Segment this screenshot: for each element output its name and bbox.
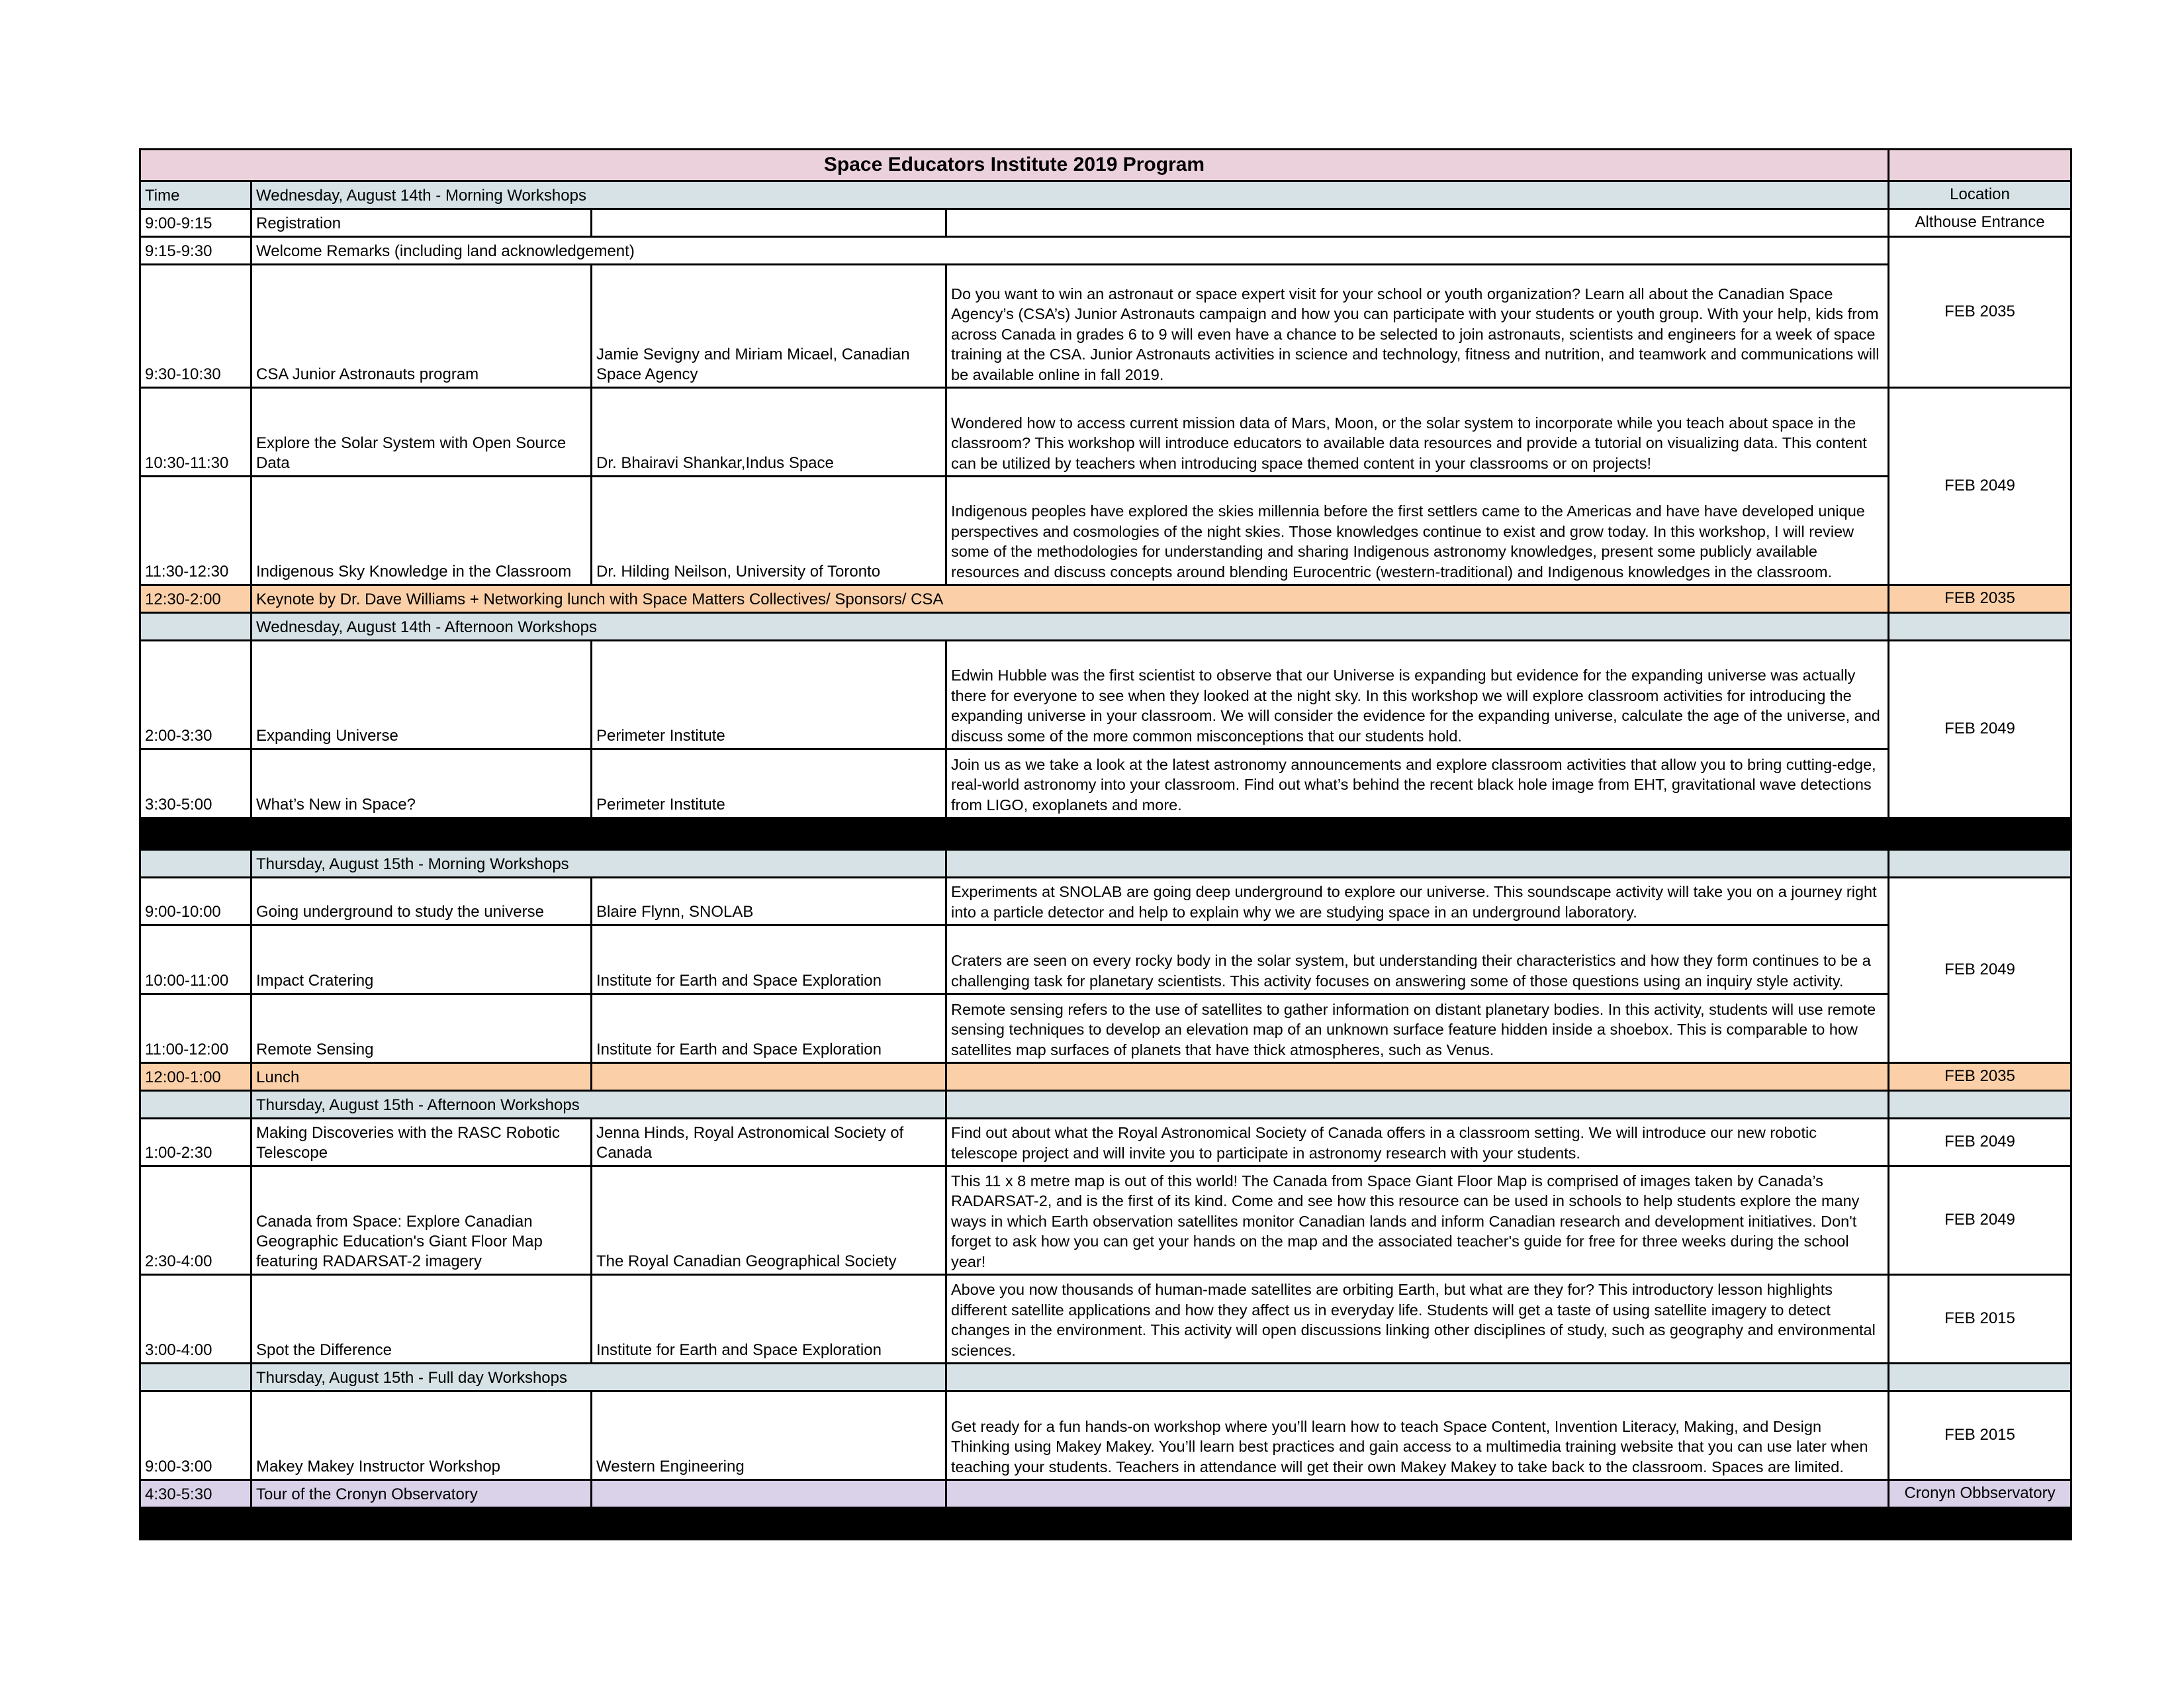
time-cell: 9:00-10:00 [140, 878, 251, 925]
day-separator [140, 818, 2071, 850]
session-title: CSA Junior Astronauts program [251, 265, 592, 388]
schedule-row [140, 925, 2071, 994]
time-column-header: Time [140, 181, 251, 209]
description-cell: Wondered how to access current mission data of Mars, Moon, or the solar system to incorporate while you teach about space in the classroom? This workshop will introduce educators to available data resources and provide a tutorial on visualizing data. This content can be utilized by teachers when introducing space themed content in your classrooms or on projects! [946, 388, 1889, 477]
time-cell [140, 613, 251, 641]
description-cell: Get ready for a fun hands-on workshop where you’ll learn how to teach Space Content, Invention Literacy, Making, and Design Thinking using Makey Makey. You’ll learn best practices and gain access to a multimedia training website that you can use later when teaching your students. Teachers in attendance will get their own Makey Makey to take back to the classroom. Spaces are limited. [946, 1391, 1889, 1480]
location-cell [1889, 613, 2071, 641]
location-cell: FEB 2049 [1889, 1119, 2071, 1166]
location-cell: FEB 2015 [1889, 1391, 2071, 1480]
schedule-row [140, 1063, 2071, 1091]
presenter-cell [592, 209, 946, 237]
time-cell: 11:00-12:00 [140, 994, 251, 1063]
session-title: Expanding Universe [251, 641, 592, 749]
time-cell: 3:30-5:00 [140, 749, 251, 818]
presenter-cell [592, 1063, 946, 1091]
description-cell: Do you want to win an astronaut or space expert visit for your school or youth organization? Learn all about the Canadian Space Agency’s (CSA’s) Junior Astronauts campaign and how you can participate with your students or youth group. With your help, kids from across Canada in grades 6 to 9 will even have a chance to be selected to join astronauts, scientists and engineers for a week of space training at the CSA. Junior Astronauts activities in science and technology, fitness and nutrition, and teamwork and communications will be available online in fall 2019. [946, 265, 1889, 388]
time-cell: 3:00-4:00 [140, 1275, 251, 1364]
session-title: Going underground to study the universe [251, 878, 592, 925]
location-column-header: Location [1889, 181, 2071, 209]
section-header-row [140, 850, 2071, 878]
section-title: Wednesday, August 14th - Afternoon Workshops [251, 613, 1889, 641]
location-cell [1889, 850, 2071, 878]
session-title: Lunch [251, 1063, 592, 1091]
schedule-row [140, 1119, 2071, 1166]
time-cell [140, 850, 251, 878]
session-title: Making Discoveries with the RASC Robotic Telescope [251, 1119, 592, 1166]
description-cell: Join us as we take a look at the latest astronomy announcements and explore classroom activities that allow you to bring cutting-edge, real-world astronomy into your classroom. Find out what’s behind the recent black hole image from EHT, gravitational wave detections from LIGO, exoplanets and more. [946, 749, 1889, 818]
schedule-row [140, 878, 2071, 925]
session-title: Registration [251, 209, 592, 237]
time-cell: 2:30-4:00 [140, 1166, 251, 1275]
description-cell [946, 850, 1889, 878]
schedule-row [140, 237, 2071, 265]
session-title: Impact Cratering [251, 925, 592, 994]
section-title: Thursday, August 15th - Full day Workshops [251, 1364, 946, 1391]
schedule-row [140, 1275, 2071, 1364]
separator-bar [140, 818, 2071, 850]
presenter-cell [592, 1480, 946, 1508]
location-cell: FEB 2049 [1889, 878, 2071, 1063]
description-cell: Remote sensing refers to the use of satellites to gather information on distant planetary bodies. In this activity, students will use remote sensing techniques to develop an elevation map of an unknown surface feature hidden inside a shoebox. This is comparable to how satellites map surfaces of planets that have thick atmospheres, such as Venus. [946, 994, 1889, 1063]
location-cell [1889, 1091, 2071, 1119]
session-title: What’s New in Space? [251, 749, 592, 818]
location-cell: FEB 2049 [1889, 641, 2071, 818]
presenter-cell: Perimeter Institute [592, 749, 946, 818]
description-cell: Experiments at SNOLAB are going deep underground to explore our universe. This soundscape activity will take you on a journey right into a particle detector and help to explain why we are studying space in an underground laboratory. [946, 878, 1889, 925]
presenter-cell: Institute for Earth and Space Exploration [592, 994, 946, 1063]
location-cell: FEB 2035 [1889, 237, 2071, 388]
schedule-row [140, 749, 2071, 818]
time-cell: 10:30-11:30 [140, 388, 251, 477]
time-cell: 9:00-9:15 [140, 209, 251, 237]
schedule-row [140, 477, 2071, 585]
presenter-cell: Institute for Earth and Space Exploration [592, 925, 946, 994]
location-cell: FEB 2049 [1889, 388, 2071, 585]
session-title: Makey Makey Instructor Workshop [251, 1391, 592, 1480]
description-cell [946, 1063, 1889, 1091]
location-cell: Althouse Entrance [1889, 209, 2071, 237]
presenter-cell: The Royal Canadian Geographical Society [592, 1166, 946, 1275]
section-header-row [140, 181, 2071, 209]
section-header-row [140, 613, 2071, 641]
description-cell: Indigenous peoples have explored the skies millennia before the first settlers came to the Americas and have have developed unique perspectives and cosmologies of the night skies. Those knowledges continue to exist and grow today. In this workshop, I will review some of the methodologies for understanding and sharing Indigenous astronomy knowledges, present some publicly available resources and discuss concepts around blending Eurocentric (western-traditional) and Indigenous knowledges in the classroom. [946, 477, 1889, 585]
presenter-cell: Perimeter Institute [592, 641, 946, 749]
presenter-cell: Dr. Hilding Neilson, University of Toronto [592, 477, 946, 585]
time-cell: 9:00-3:00 [140, 1391, 251, 1480]
section-title: Thursday, August 15th - Morning Workshops [251, 850, 946, 878]
presenter-cell: Western Engineering [592, 1391, 946, 1480]
time-cell: 12:30-2:00 [140, 585, 251, 613]
location-cell [1889, 1364, 2071, 1391]
section-header-row [140, 1091, 2071, 1119]
presenter-cell: Blaire Flynn, SNOLAB [592, 878, 946, 925]
time-cell: 1:00-2:30 [140, 1119, 251, 1166]
schedule-row [140, 265, 2071, 388]
time-cell: 10:00-11:00 [140, 925, 251, 994]
schedule-row [140, 1391, 2071, 1480]
description-cell [946, 1091, 1889, 1119]
session-title: Remote Sensing [251, 994, 592, 1063]
presenter-cell: Jenna Hinds, Royal Astronomical Society of Canada [592, 1119, 946, 1166]
session-title: Canada from Space: Explore Canadian Geographic Education's Giant Floor Map featuring RADARSAT-2 imagery [251, 1166, 592, 1275]
title-blank-cell [1889, 150, 2071, 181]
time-cell: 9:15-9:30 [140, 237, 251, 265]
session-title: Keynote by Dr. Dave Williams + Networking lunch with Space Matters Collectives/ Sponsors/ CSA [251, 585, 1889, 613]
session-title: Welcome Remarks (including land acknowledgement) [251, 237, 1889, 265]
page-title: Space Educators Institute 2019 Program [140, 150, 1889, 181]
description-cell: Craters are seen on every rocky body in the solar system, but understanding their characteristics and how they form continues to be a challenging task for planetary scientists. This activity focuses on answering some of those questions using an inquiry style activity. [946, 925, 1889, 994]
time-cell [140, 1091, 251, 1119]
schedule-row [140, 641, 2071, 749]
section-header-row [140, 1364, 2071, 1391]
time-cell: 2:00-3:30 [140, 641, 251, 749]
description-cell [946, 1364, 1889, 1391]
schedule-row [140, 209, 2071, 237]
time-cell: 9:30-10:30 [140, 265, 251, 388]
description-cell: This 11 x 8 metre map is out of this world! The Canada from Space Giant Floor Map is comprised of images taken by Canada’s RADARSAT-2, and is the first of its kind. Come and see how this resource can be used in schools to help students explore the many ways in which Earth observation satellites monitor Canadian lands and inform Canadian research and development initiatives. Don't forget to ask how you can get your hands on the map and the associated teacher's guide for free for three weeks during the school year! [946, 1166, 1889, 1275]
session-title: Indigenous Sky Knowledge in the Classroom [251, 477, 592, 585]
session-title: Explore the Solar System with Open Source Data [251, 388, 592, 477]
session-title: Spot the Difference [251, 1275, 592, 1364]
separator-bar [140, 1508, 2071, 1540]
time-cell: 11:30-12:30 [140, 477, 251, 585]
location-cell: Cronyn Obbservatory [1889, 1480, 2071, 1508]
presenter-cell: Dr. Bhairavi Shankar,Indus Space [592, 388, 946, 477]
section-title: Thursday, August 15th - Afternoon Workshops [251, 1091, 946, 1119]
description-cell [946, 209, 1889, 237]
location-cell: FEB 2049 [1889, 1166, 2071, 1275]
description-cell: Above you now thousands of human-made satellites are orbiting Earth, but what are they for? This introductory lesson highlights different satellite applications and how they affect us in everyday life. Students will get a taste of using satellite imagery to detect changes in the environment. This activity will open discussions linking other disciplines of study, such as geography and environmental sciences. [946, 1275, 1889, 1364]
time-cell [140, 1364, 251, 1391]
schedule-row [140, 994, 2071, 1063]
schedule-row [140, 585, 2071, 613]
presenter-cell: Jamie Sevigny and Miriam Micael, Canadian Space Agency [592, 265, 946, 388]
location-cell: FEB 2015 [1889, 1275, 2071, 1364]
schedule-row [140, 1480, 2071, 1508]
schedule-row [140, 388, 2071, 477]
time-cell: 12:00-1:00 [140, 1063, 251, 1091]
title-row [140, 150, 2071, 181]
session-title: Tour of the Cronyn Observatory [251, 1480, 592, 1508]
table-footer-bar [140, 1508, 2071, 1540]
schedule-row [140, 1166, 2071, 1275]
description-cell [946, 1480, 1889, 1508]
location-cell: FEB 2035 [1889, 1063, 2071, 1091]
description-cell: Find out about what the Royal Astronomical Society of Canada offers in a classroom setting. We will introduce our new robotic telescope project and will invite you to participate in astronomy research with your students. [946, 1119, 1889, 1166]
presenter-cell: Institute for Earth and Space Exploration [592, 1275, 946, 1364]
program-table [139, 148, 2072, 1540]
time-cell: 4:30-5:30 [140, 1480, 251, 1508]
location-cell: FEB 2035 [1889, 585, 2071, 613]
description-cell: Edwin Hubble was the first scientist to observe that our Universe is expanding but evidence for the expanding universe was actually there for everyone to see when they looked at the night sky. In this workshop we will explore classroom activities for introducing the expanding universe in your classroom. We will consider the evidence for the expanding universe, calculate the age of the universe, and discuss some of the more common misconceptions that our students hold. [946, 641, 1889, 749]
section-title: Wednesday, August 14th - Morning Workshops [251, 181, 1889, 209]
